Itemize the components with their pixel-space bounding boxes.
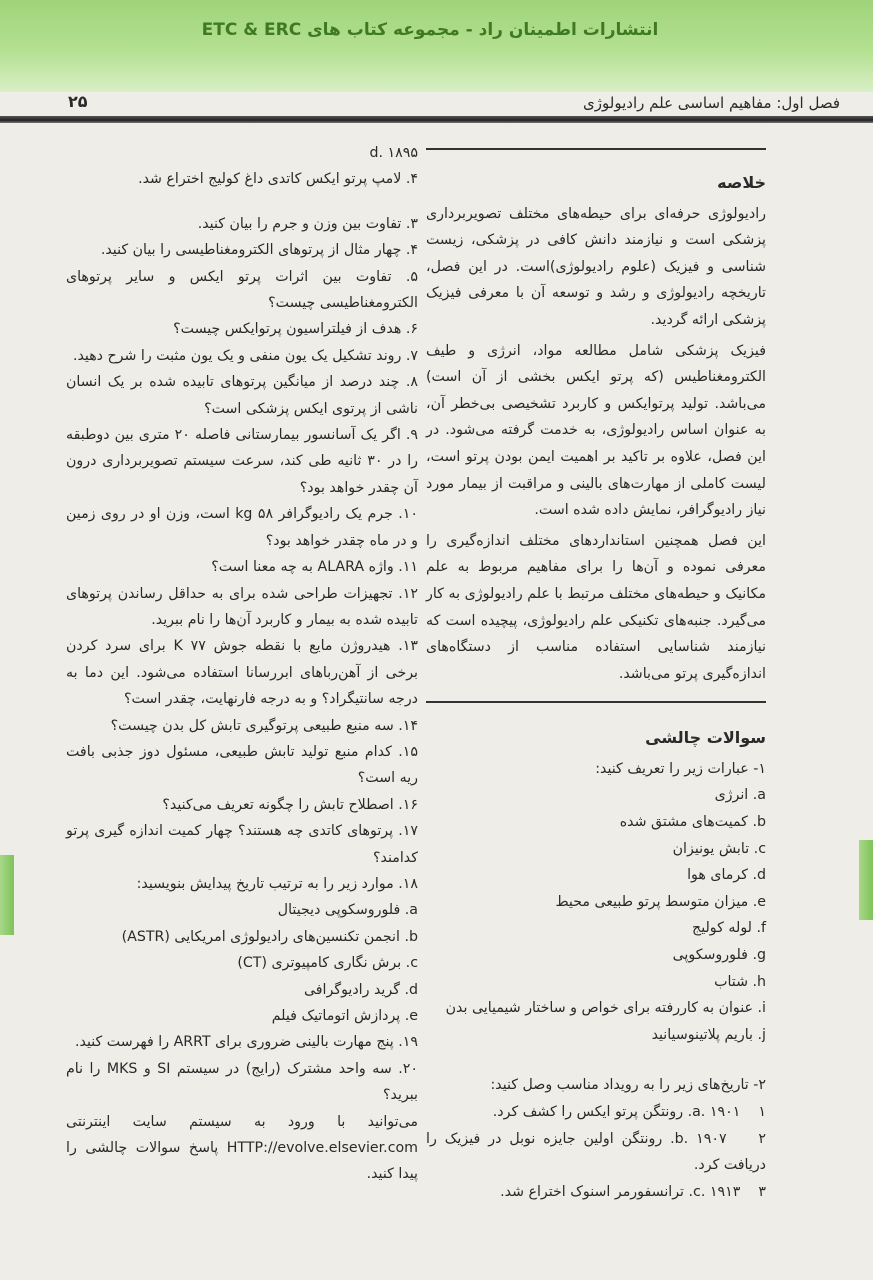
item-text: گرید رادیوگرافی <box>303 981 400 998</box>
list-item <box>426 969 766 996</box>
chapter-title: فصل اول: مفاهیم اساسی علم رادیولوژی <box>583 94 840 112</box>
list-item <box>66 1003 418 1029</box>
question-8: ۸. چند درصد از میانگین پرتوهای تابیده شده بر یک انسان ناشی از پرتوی ایکس پزشکی است؟ <box>66 374 418 417</box>
item-date: ۱۹۰۷ <box>696 1130 727 1147</box>
item-text: ۱. رونتگن پرتو ایکس را کشف کرد. <box>492 1104 766 1120</box>
question-13: ۱۳. هیدروژن مایع با نقطه جوش ۷۷ K برای سرد کردن برخی از آهن‌رباهای ابررسانا استفاده می‌شود. این دما به درجه سانتیگراد؟ و به درجه فارنهایت، چقدر است؟ <box>66 638 419 708</box>
item-letter: i. <box>757 1000 766 1017</box>
list-item <box>426 836 766 863</box>
question-19: ۱۹. پنج مهارت بالینی ضروری برای ARRT را فهرست کنید. <box>74 1034 418 1051</box>
item-letter: a. <box>752 787 766 804</box>
item-text: باریم پلاتینوسیانید <box>651 1026 754 1043</box>
question-1-prompt: ۱- عبارات زیر را تعریف کنید: <box>595 760 766 777</box>
item-letter: d. <box>404 981 418 998</box>
summary-paragraph: این فصل همچنین استانداردهای مختلف اندازه‌گیری را معرفی نموده و آن‌ها را برای مفاهیم مربوط به علم مکانیک و حیطه‌های مختلف مرتبط با علم رادیولوژی به کار می‌گیرد. جنبه‌های تکنیکی علم رادیولوژی، پیچیده است که نیازمند شناسایی استفاده مناسب از دستگاه‌های اندازه‌گیری پرتو می‌باشد. <box>426 532 766 682</box>
item-letter: b. <box>404 928 418 945</box>
page-number: ۲۵ <box>68 92 88 111</box>
continued-item-d: d. ۱۸۹۵ <box>369 145 418 161</box>
question-11: ۱۱. واژه ALARA به چه معنا است؟ <box>211 559 418 576</box>
question-16: ۱۶. اصطلاح تابش را چگونه تعریف می‌کنید؟ <box>162 796 418 813</box>
divider-top <box>426 148 766 150</box>
item-text: میزان متوسط پرتو طبیعی محیط <box>555 893 749 910</box>
item-letter: h. <box>752 973 766 990</box>
list-item <box>426 1022 766 1049</box>
list-item <box>426 889 766 916</box>
item-text: لوله کولیج <box>692 920 752 937</box>
item-letter: e. <box>752 893 766 910</box>
item-text: عنوان به کاررفته برای خواص و ساختار شیمیایی بدن <box>445 1000 754 1017</box>
item-text: کمیت‌های مشتق شده <box>619 814 748 831</box>
item-text: فلوروسکوپی <box>672 947 748 964</box>
question-12: ۱۲. تجهیزات طراحی شده برای به حداقل رساندن پرتوهای تابیده شده به بیمار و کاربرد آن‌ها را نام ببرید. <box>66 585 418 628</box>
question-2-list <box>426 1099 766 1205</box>
summary-heading: خلاصه <box>717 173 766 192</box>
summary-paragraph: فیزیک پزشکی شامل مطالعه مواد، انرژی و طیف الکترومغناطیس (که پرتو ایکس بخشی از آن است) می‌باشد. تولید پرتوایکس و کاربرد تشخیصی بی‌خطر آن، به عنوان اساس رادیولوژی، به خدمت گرفته می‌شود. در این فصل، علاوه بر تاکید بر اهمیت ایمن بودن پرتو است، لیست کاملی از مهارت‌های بالینی و مراقبت از بیمار مورد نیاز رادیوگرافر، نمایش داده شده است. <box>426 342 766 519</box>
publisher-banner: انتشارات اطمینان راد - مجموعه کتاب های ETC & ERC <box>201 20 659 40</box>
list-item <box>426 915 766 942</box>
list-item <box>426 862 766 889</box>
question-20: ۲۰. سه واحد مشترک (رایج) در سیستم SI و MKS را نام ببرید؟ <box>66 1060 418 1104</box>
item-letter: c. <box>753 840 766 857</box>
list-item <box>426 1126 766 1179</box>
right-edge-tab <box>859 840 873 920</box>
header-band <box>0 0 873 92</box>
question-9: ۹. اگر یک آسانسور بیمارستانی فاصله ۲۰ متری بین دوطبقه را در ۳۰ ثانیه طی کند، سرعت سیستم تصویربرداری درون آن چقدر خواهد بود؟ <box>66 427 418 496</box>
question-17: ۱۷. پرتوهای کاتدی چه هستند؟ چهار کمیت اندازه گیری پرتو کدامند؟ <box>66 823 418 866</box>
item-text: انجمن تکنسین‌های رادیولوژی امریکایی (ASTR) <box>121 928 400 945</box>
list-item <box>426 809 766 836</box>
left-column <box>66 140 418 1188</box>
item-letter: f. <box>756 920 766 937</box>
list-item <box>426 1179 766 1206</box>
continued-item-4: ۴. لامپ پرتو ایکس کاتدی داغ کولیج اختراع شد. <box>138 171 418 188</box>
header-rule <box>0 116 873 123</box>
list-item <box>66 897 418 923</box>
item-letter: e. <box>404 1008 418 1024</box>
question-4: ۴. چهار مثال از پرتوهای الکترومغناطیسی را بیان کنید. <box>100 242 418 259</box>
item-text: ۳. ترانسفورمر اسنوک اختراع شد. <box>500 1183 766 1200</box>
question-3: ۳. تفاوت بین وزن و جرم را بیان کنید. <box>197 215 418 232</box>
list-item <box>426 1099 766 1126</box>
left-edge-tab <box>0 855 14 935</box>
item-letter: c. <box>693 1183 706 1200</box>
item-date: ۱۹۰۱ <box>709 1104 741 1120</box>
question-2-prompt: ۲- تاریخ‌های زیر را به رویداد مناسب وصل کنید: <box>490 1077 766 1094</box>
divider-middle <box>426 701 766 703</box>
item-letter: d. <box>752 867 766 884</box>
question-18: ۱۸. موارد زیر را به ترتیب تاریخ پیدایش بنویسید: <box>136 875 418 892</box>
item-letter: a. <box>404 902 418 919</box>
list-item <box>426 995 766 1022</box>
item-text: ۲. رونتگن اولین جایزه نوبل در فیزیک را دریافت کرد. <box>426 1130 767 1174</box>
item-letter: j. <box>757 1026 766 1043</box>
list-item <box>66 950 418 976</box>
question-7: ۷. روند تشکیل یک یون منفی و یک یون مثبت را شرح دهید. <box>72 347 418 364</box>
question-list <box>66 211 418 1188</box>
question-14: ۱۴. سه منبع طبیعی پرتوگیری تابش کل بدن چیست؟ <box>110 717 418 734</box>
list-item <box>66 924 418 950</box>
item-text: انرژی <box>714 787 749 804</box>
right-column <box>426 148 766 1205</box>
item-text: برش نگاری کامپیوتری (CT) <box>237 955 402 972</box>
item-letter: g. <box>752 947 766 964</box>
question-15: ۱۵. کدام منبع تولید تابش طبیعی، مسئول دوز جذبی بافت ریه است؟ <box>66 743 418 787</box>
item-text: پردازش اتوماتیک فیلم <box>271 1008 401 1024</box>
summary-paragraph: رادیولوژی حرفه‌ای برای حیطه‌های مختلف تصویربرداری پزشکی است و نیازمند دانش کافی در پزشکی، زیست شناسی و فیزیک (علوم رادیولوژی)است. در این فصل، تاریخچه رادیولوژی و رشد و توسعه آن با معرفی فیزیک پزشکی ارائه گردید. <box>426 205 766 328</box>
item-letter: b. <box>752 814 766 831</box>
chapter-header <box>60 92 840 118</box>
question-6: ۶. هدف از فیلتراسیون پرتوایکس چیست؟ <box>173 321 418 338</box>
list-item <box>426 782 766 809</box>
item-letter: a. <box>692 1104 706 1120</box>
question-1-list <box>426 782 766 1048</box>
item-text: کرمای هوا <box>687 867 748 884</box>
closing-note: می‌توانید با ورود به سیستم سایت اینترنتی HTTP://evolve.elsevier.com پاسخ سوالات چالشی را پیدا کنید. <box>66 1113 418 1183</box>
list-item <box>426 942 766 969</box>
item-letter: b. <box>674 1130 689 1147</box>
item-letter: c. <box>405 955 418 972</box>
item-text: فلوروسکوپی دیجیتال <box>277 902 401 919</box>
item-date: ۱۹۱۳ <box>709 1183 741 1200</box>
list-item <box>66 977 418 1003</box>
question-5: ۵. تفاوت بین اثرات پرتو ایکس و سایر پرتوهای الکترومغناطیسی چیست؟ <box>66 268 418 312</box>
item-text: شتاب <box>714 973 748 990</box>
item-text: تابش یونیزان <box>672 840 750 857</box>
challenge-heading: سوالات چالشی <box>645 728 766 748</box>
question-18-list <box>66 897 418 1029</box>
question-10: ۱۰. جرم یک رادیوگرافر ۵۸ kg است، وزن او در روی زمین و در ماه چقدر خواهد بود؟ <box>66 506 418 549</box>
